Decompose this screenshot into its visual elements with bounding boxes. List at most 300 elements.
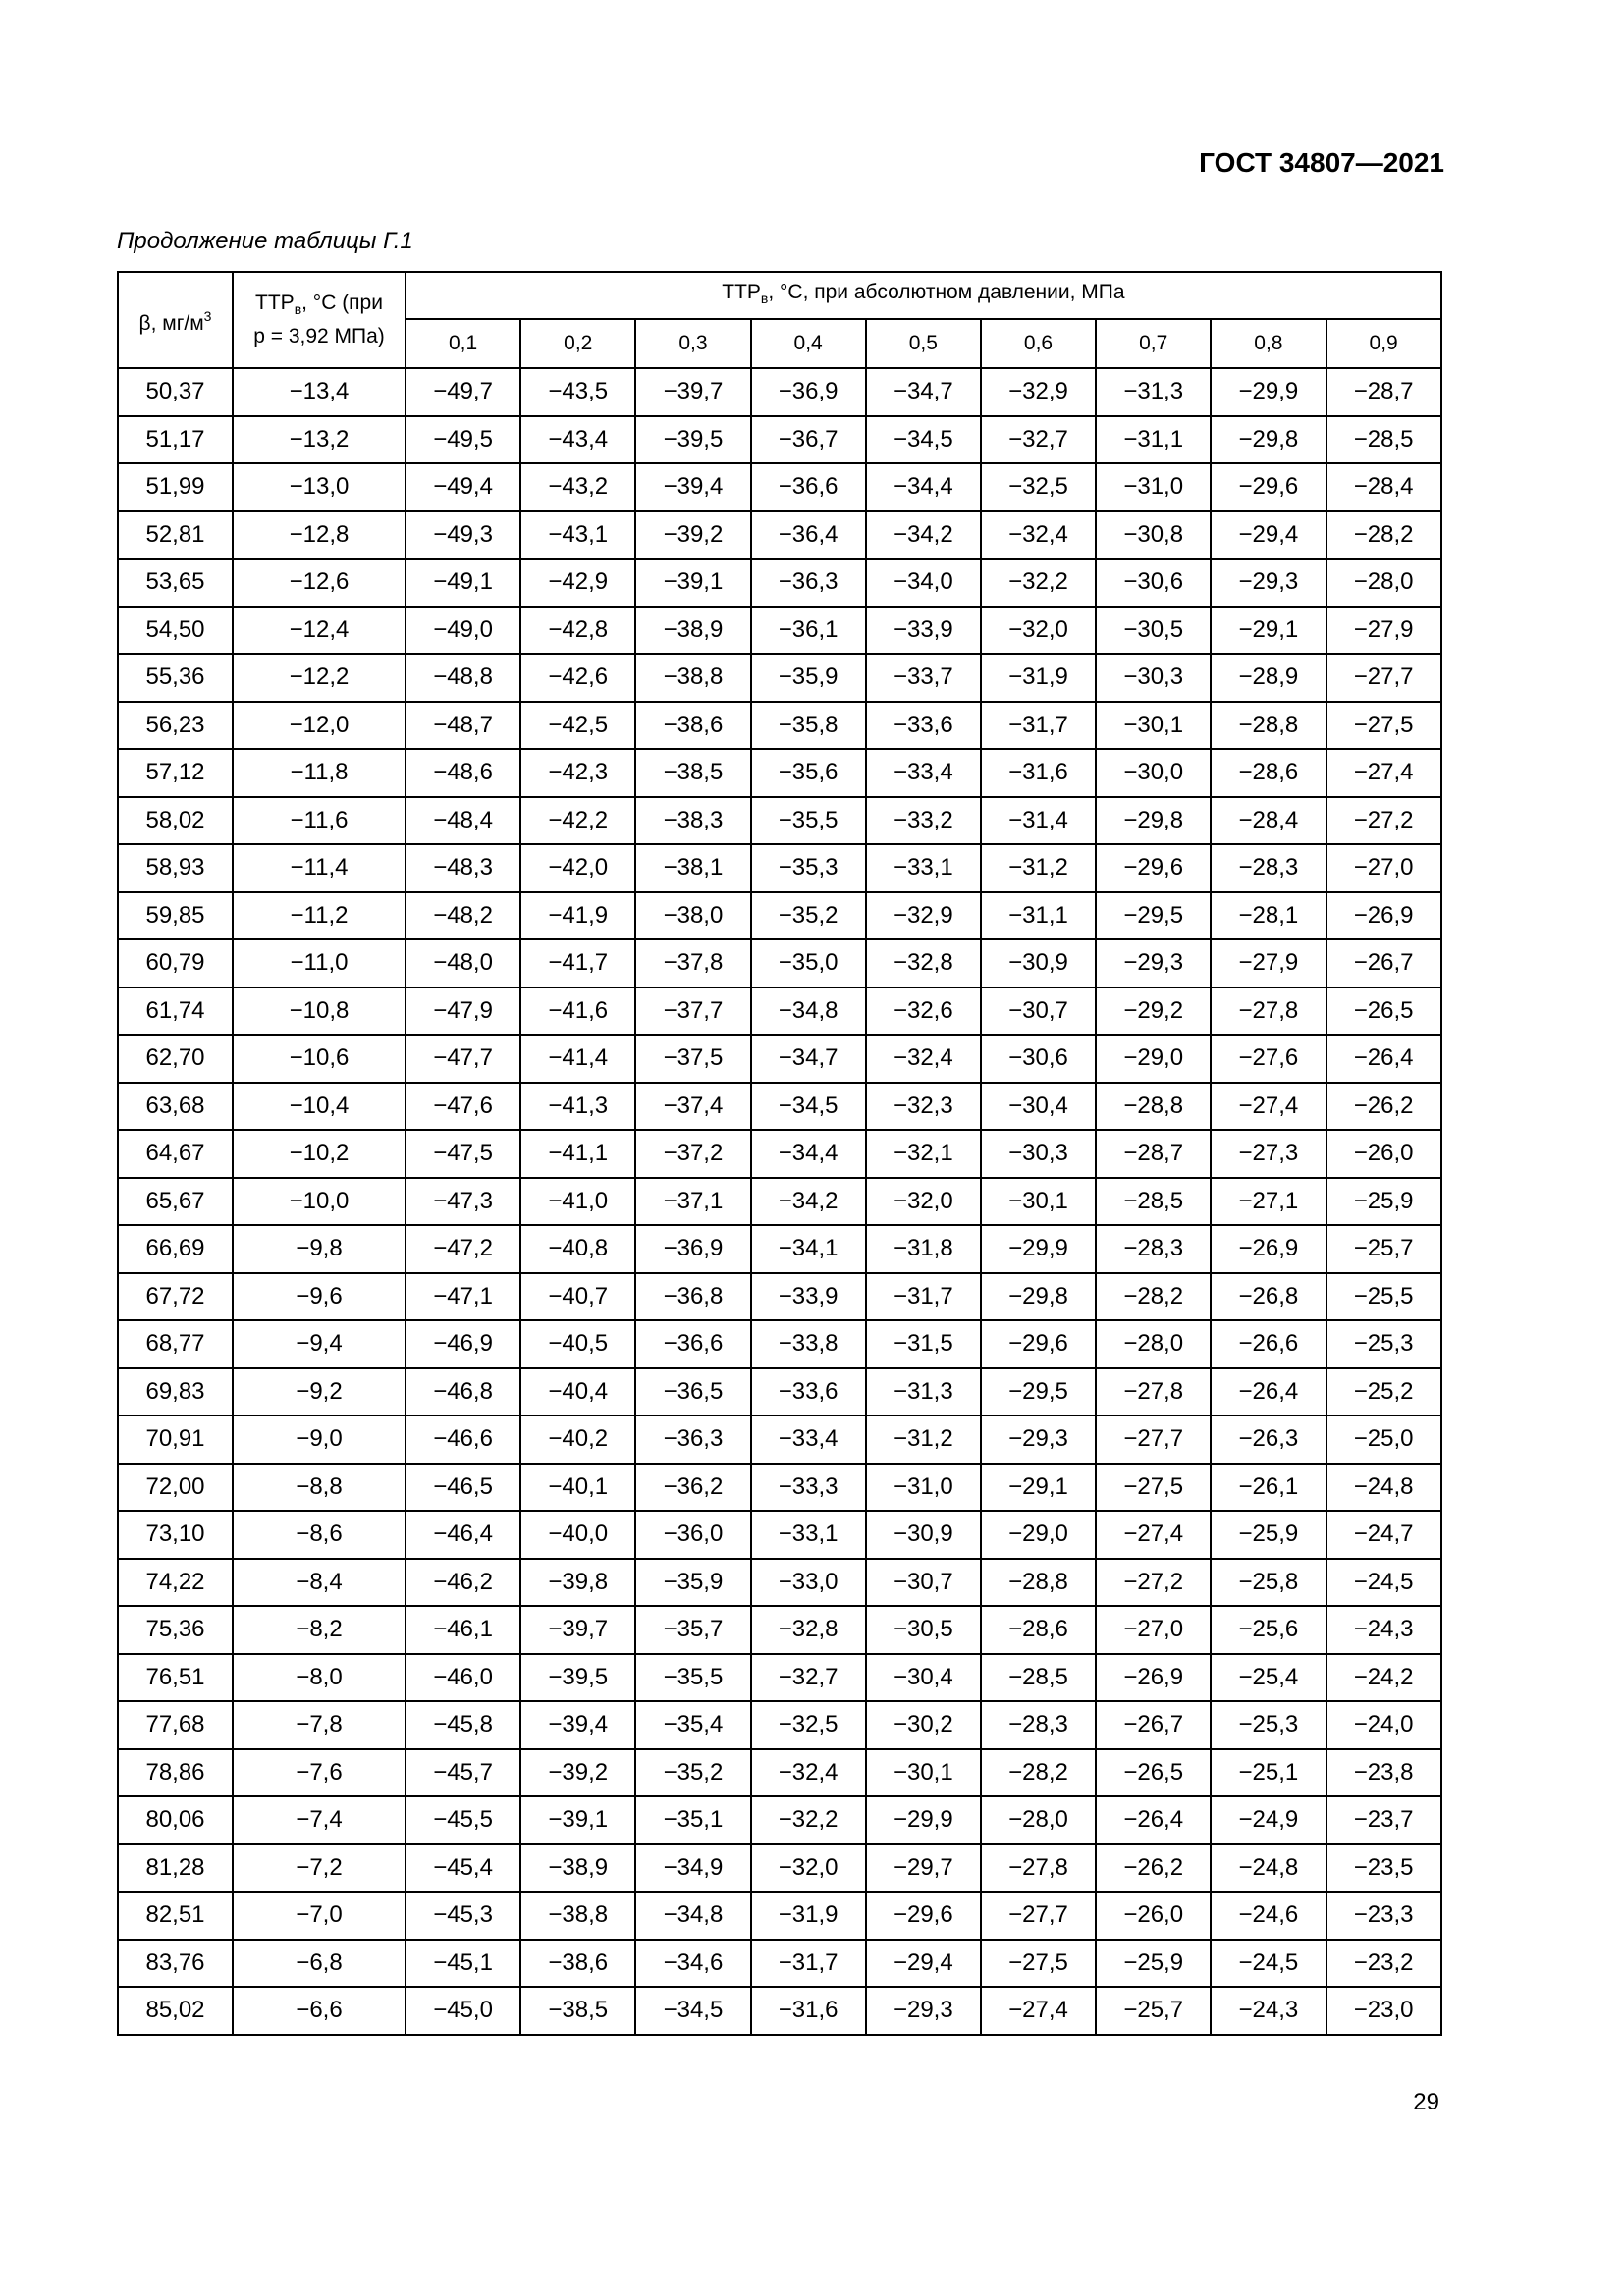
beta-cell: 55,36 — [118, 654, 233, 702]
ttr-cell: −27,8 — [1211, 988, 1326, 1036]
beta-cell: 64,67 — [118, 1130, 233, 1178]
ttr-cell: −48,6 — [406, 749, 520, 797]
ttr-cell: −29,9 — [1211, 368, 1326, 416]
ttr-cell: −23,3 — [1326, 1892, 1441, 1940]
ttr-cell: −43,4 — [520, 416, 635, 464]
ttr-cell: −46,1 — [406, 1606, 520, 1654]
ttr-cell: −40,2 — [520, 1415, 635, 1464]
ttr-cell: −36,9 — [635, 1225, 750, 1273]
ttr-cell: −24,9 — [1211, 1796, 1326, 1844]
ttr-cell: −25,1 — [1211, 1749, 1326, 1797]
ttr-cell: −33,1 — [866, 844, 981, 892]
ttr-cell: −31,6 — [751, 1987, 866, 2035]
ttr-cell: −26,7 — [1326, 939, 1441, 988]
pressure-header: 0,1 — [406, 319, 520, 368]
ttr-cell: −37,5 — [635, 1035, 750, 1083]
beta-cell: 60,79 — [118, 939, 233, 988]
ttr-cell: −48,4 — [406, 797, 520, 845]
ttr-cell: −36,1 — [751, 607, 866, 655]
ttr-392-cell: −8,8 — [233, 1464, 406, 1512]
pressure-header: 0,4 — [751, 319, 866, 368]
ttr-cell: −39,5 — [635, 416, 750, 464]
pressure-header: 0,3 — [635, 319, 750, 368]
header-ttr-sub: в — [294, 301, 302, 317]
ttr-392-cell: −12,4 — [233, 607, 406, 655]
ttr-392-cell: −9,0 — [233, 1415, 406, 1464]
ttr-cell: −29,6 — [1211, 463, 1326, 511]
table-row — [118, 1083, 1441, 1131]
ttr-cell: −36,6 — [751, 463, 866, 511]
ttr-392-cell: −13,2 — [233, 416, 406, 464]
header-ttr-rest: , °С (при — [301, 292, 383, 314]
ttr-cell: −43,1 — [520, 511, 635, 560]
ttr-cell: −28,2 — [1326, 511, 1441, 560]
pressure-header: 0,8 — [1211, 319, 1326, 368]
beta-cell: 78,86 — [118, 1749, 233, 1797]
ttr-cell: −31,0 — [866, 1464, 981, 1512]
beta-cell: 85,02 — [118, 1987, 233, 2035]
ttr-cell: −32,4 — [866, 1035, 981, 1083]
ttr-cell: −32,7 — [751, 1654, 866, 1702]
ttr-cell: −32,3 — [866, 1083, 981, 1131]
table-row — [118, 1415, 1441, 1464]
ttr-cell: −34,8 — [751, 988, 866, 1036]
ttr-cell: −23,5 — [1326, 1844, 1441, 1893]
ttr-cell: −27,4 — [1096, 1511, 1211, 1559]
ttr-cell: −34,7 — [751, 1035, 866, 1083]
beta-cell: 74,22 — [118, 1559, 233, 1607]
ttr-cell: −39,7 — [520, 1606, 635, 1654]
ttr-cell: −37,2 — [635, 1130, 750, 1178]
ttr-cell: −36,6 — [635, 1320, 750, 1368]
ttr-cell: −29,0 — [1096, 1035, 1211, 1083]
ttr-392-cell: −10,4 — [233, 1083, 406, 1131]
ttr-cell: −32,9 — [981, 368, 1096, 416]
pressure-header: 0,6 — [981, 319, 1096, 368]
ttr-cell: −26,5 — [1096, 1749, 1211, 1797]
ttr-cell: −42,2 — [520, 797, 635, 845]
ttr-cell: −33,6 — [866, 702, 981, 750]
ttr-cell: −28,4 — [1211, 797, 1326, 845]
ttr-cell: −32,4 — [751, 1749, 866, 1797]
beta-cell: 61,74 — [118, 988, 233, 1036]
ttr-cell: −35,9 — [751, 654, 866, 702]
ttr-cell: −29,3 — [1096, 939, 1211, 988]
ttr-cell: −30,1 — [1096, 702, 1211, 750]
beta-cell: 63,68 — [118, 1083, 233, 1131]
ttr-cell: −32,2 — [751, 1796, 866, 1844]
ttr-cell: −24,3 — [1211, 1987, 1326, 2035]
ttr-cell: −25,3 — [1326, 1320, 1441, 1368]
ttr-cell: −38,6 — [520, 1940, 635, 1988]
ttr-cell: −28,8 — [1096, 1083, 1211, 1131]
ttr-cell: −42,8 — [520, 607, 635, 655]
ttr-392-cell: −7,8 — [233, 1701, 406, 1749]
ttr-cell: −37,7 — [635, 988, 750, 1036]
ttr-cell: −35,2 — [635, 1749, 750, 1797]
ttr-cell: −40,8 — [520, 1225, 635, 1273]
ttr-cell: −32,8 — [866, 939, 981, 988]
table-row — [118, 1749, 1441, 1797]
ttr-cell: −39,1 — [635, 559, 750, 607]
ttr-cell: −37,1 — [635, 1178, 750, 1226]
header-beta — [118, 272, 233, 368]
ttr-cell: −34,4 — [866, 463, 981, 511]
table-row — [118, 1701, 1441, 1749]
beta-cell: 76,51 — [118, 1654, 233, 1702]
ttr-cell: −29,3 — [866, 1987, 981, 2035]
table-row — [118, 1273, 1441, 1321]
ttr-cell: −27,9 — [1211, 939, 1326, 988]
ttr-cell: −34,5 — [635, 1987, 750, 2035]
ttr-cell: −28,5 — [981, 1654, 1096, 1702]
ttr-cell: −39,8 — [520, 1559, 635, 1607]
ttr-392-cell: −6,8 — [233, 1940, 406, 1988]
ttr-cell: −32,0 — [751, 1844, 866, 1893]
ttr-cell: −35,4 — [635, 1701, 750, 1749]
ttr-cell: −27,4 — [1326, 749, 1441, 797]
ttr-392-cell: −9,8 — [233, 1225, 406, 1273]
ttr-cell: −26,4 — [1326, 1035, 1441, 1083]
ttr-cell: −27,5 — [1096, 1464, 1211, 1512]
ttr-cell: −35,5 — [635, 1654, 750, 1702]
ttr-cell: −29,2 — [1096, 988, 1211, 1036]
table-row — [118, 1844, 1441, 1893]
ttr-392-cell: −8,6 — [233, 1511, 406, 1559]
ttr-cell: −45,7 — [406, 1749, 520, 1797]
table-row — [118, 1225, 1441, 1273]
ttr-cell: −41,3 — [520, 1083, 635, 1131]
ttr-cell: −27,2 — [1096, 1559, 1211, 1607]
ttr-cell: −27,5 — [1326, 702, 1441, 750]
ttr-cell: −42,9 — [520, 559, 635, 607]
beta-cell: 81,28 — [118, 1844, 233, 1893]
ttr-cell: −30,5 — [1096, 607, 1211, 655]
ttr-cell: −34,8 — [635, 1892, 750, 1940]
ttr-cell: −27,7 — [1326, 654, 1441, 702]
ttr-392-cell: −13,4 — [233, 368, 406, 416]
ttr-cell: −33,1 — [751, 1511, 866, 1559]
ttr-392-cell: −8,4 — [233, 1559, 406, 1607]
ttr-cell: −39,1 — [520, 1796, 635, 1844]
ttr-cell: −47,7 — [406, 1035, 520, 1083]
table-row — [118, 1987, 1441, 2035]
beta-cell: 65,67 — [118, 1178, 233, 1226]
ttr-cell: −33,3 — [751, 1464, 866, 1512]
beta-cell: 72,00 — [118, 1464, 233, 1512]
beta-cell: 82,51 — [118, 1892, 233, 1940]
table-row — [118, 1320, 1441, 1368]
ttr-cell: −24,8 — [1211, 1844, 1326, 1893]
ttr-cell: −27,7 — [981, 1892, 1096, 1940]
ttr-392-cell: −13,0 — [233, 463, 406, 511]
ttr-cell: −27,6 — [1211, 1035, 1326, 1083]
ttr-392-cell: −11,8 — [233, 749, 406, 797]
ttr-cell: −25,2 — [1326, 1368, 1441, 1416]
ttr-cell: −30,7 — [981, 988, 1096, 1036]
group-rest: , °С, при абсолютном давлении, МПа — [768, 281, 1125, 303]
ttr-cell: −32,6 — [866, 988, 981, 1036]
table-row — [118, 416, 1441, 464]
table-row — [118, 607, 1441, 655]
ttr-cell: −33,0 — [751, 1559, 866, 1607]
ttr-cell: −26,0 — [1326, 1130, 1441, 1178]
pressure-header: 0,7 — [1096, 319, 1211, 368]
ttr-cell: −29,9 — [981, 1225, 1096, 1273]
beta-cell: 67,72 — [118, 1273, 233, 1321]
ttr-392-cell: −11,4 — [233, 844, 406, 892]
ttr-cell: −36,3 — [751, 559, 866, 607]
ttr-cell: −38,5 — [635, 749, 750, 797]
table-row — [118, 1606, 1441, 1654]
ttr-cell: −28,8 — [1211, 702, 1326, 750]
ttr-cell: −29,1 — [1211, 607, 1326, 655]
ttr-cell: −31,9 — [751, 1892, 866, 1940]
ttr-cell: −35,7 — [635, 1606, 750, 1654]
ttr-cell: −48,3 — [406, 844, 520, 892]
ttr-cell: −31,1 — [1096, 416, 1211, 464]
table-row — [118, 892, 1441, 940]
ttr-cell: −24,5 — [1326, 1559, 1441, 1607]
ttr-cell: −29,6 — [981, 1320, 1096, 1368]
beta-cell: 51,99 — [118, 463, 233, 511]
ttr-cell: −24,3 — [1326, 1606, 1441, 1654]
ttr-cell: −34,4 — [751, 1130, 866, 1178]
table-row — [118, 463, 1441, 511]
ttr-392-cell: −11,6 — [233, 797, 406, 845]
beta-cell: 57,12 — [118, 749, 233, 797]
ttr-cell: −29,8 — [1211, 416, 1326, 464]
ttr-cell: −46,6 — [406, 1415, 520, 1464]
ttr-cell: −33,7 — [866, 654, 981, 702]
ttr-cell: −38,9 — [520, 1844, 635, 1893]
ttr-cell: −35,8 — [751, 702, 866, 750]
ttr-cell: −31,0 — [1096, 463, 1211, 511]
ttr-cell: −25,7 — [1326, 1225, 1441, 1273]
header-beta-sup: 3 — [203, 308, 212, 324]
ttr-cell: −49,0 — [406, 607, 520, 655]
group-sub: в — [760, 291, 769, 306]
table-row — [118, 1464, 1441, 1512]
ttr-cell: −28,8 — [981, 1559, 1096, 1607]
ttr-cell: −28,7 — [1326, 368, 1441, 416]
table-body — [118, 368, 1441, 2035]
ttr-cell: −26,4 — [1096, 1796, 1211, 1844]
ttr-cell: −29,5 — [1096, 892, 1211, 940]
ttr-cell: −49,1 — [406, 559, 520, 607]
ttr-392-cell: −11,0 — [233, 939, 406, 988]
ttr-cell: −38,8 — [520, 1892, 635, 1940]
beta-cell: 69,83 — [118, 1368, 233, 1416]
beta-cell: 80,06 — [118, 1796, 233, 1844]
ttr-cell: −25,9 — [1211, 1511, 1326, 1559]
ttr-cell: −42,5 — [520, 702, 635, 750]
ttr-392-cell: −7,0 — [233, 1892, 406, 1940]
ttr-cell: −27,4 — [1211, 1083, 1326, 1131]
ttr-cell: −26,4 — [1211, 1368, 1326, 1416]
ttr-cell: −31,7 — [981, 702, 1096, 750]
ttr-cell: −29,4 — [866, 1940, 981, 1988]
ttr-cell: −30,1 — [981, 1178, 1096, 1226]
ttr-cell: −46,2 — [406, 1559, 520, 1607]
table-caption: Продолжение таблицы Г.1 — [117, 228, 413, 254]
ttr-cell: −47,3 — [406, 1178, 520, 1226]
table-row — [118, 368, 1441, 416]
ttr-cell: −26,2 — [1096, 1844, 1211, 1893]
ttr-cell: −29,3 — [1211, 559, 1326, 607]
ttr-cell: −49,5 — [406, 416, 520, 464]
ttr-cell: −30,1 — [866, 1749, 981, 1797]
ttr-cell: −32,5 — [751, 1701, 866, 1749]
ttr-cell: −28,3 — [1211, 844, 1326, 892]
ttr-cell: −34,5 — [866, 416, 981, 464]
ttr-cell: −34,9 — [635, 1844, 750, 1893]
ttr-cell: −25,9 — [1326, 1178, 1441, 1226]
ttr-cell: −26,7 — [1096, 1701, 1211, 1749]
table-row — [118, 797, 1441, 845]
ttr-cell: −32,0 — [866, 1178, 981, 1226]
header-ttr-prefix: ТТР — [255, 292, 295, 314]
table-row — [118, 749, 1441, 797]
beta-cell: 68,77 — [118, 1320, 233, 1368]
ttr-cell: −31,7 — [866, 1273, 981, 1321]
ttr-392-cell: −8,0 — [233, 1654, 406, 1702]
ttr-cell: −41,1 — [520, 1130, 635, 1178]
ttr-cell: −45,5 — [406, 1796, 520, 1844]
header-beta-symbol: β, мг/м — [138, 312, 204, 335]
ttr-392-cell: −10,0 — [233, 1178, 406, 1226]
beta-cell: 62,70 — [118, 1035, 233, 1083]
ttr-cell: −26,3 — [1211, 1415, 1326, 1464]
ttr-cell: −30,9 — [866, 1511, 981, 1559]
ttr-cell: −24,6 — [1211, 1892, 1326, 1940]
table-row — [118, 559, 1441, 607]
ttr-cell: −29,1 — [981, 1464, 1096, 1512]
ttr-cell: −31,8 — [866, 1225, 981, 1273]
ttr-cell: −47,2 — [406, 1225, 520, 1273]
ttr-cell: −28,3 — [1096, 1225, 1211, 1273]
ttr-cell: −28,3 — [981, 1701, 1096, 1749]
ttr-cell: −49,4 — [406, 463, 520, 511]
ttr-cell: −26,2 — [1326, 1083, 1441, 1131]
beta-cell: 56,23 — [118, 702, 233, 750]
ttr-cell: −46,5 — [406, 1464, 520, 1512]
ttr-cell: −41,0 — [520, 1178, 635, 1226]
ttr-cell: −29,8 — [981, 1273, 1096, 1321]
ttr-cell: −30,6 — [981, 1035, 1096, 1083]
ttr-cell: −33,4 — [751, 1415, 866, 1464]
ttr-cell: −25,4 — [1211, 1654, 1326, 1702]
ttr-cell: −40,1 — [520, 1464, 635, 1512]
ttr-cell: −31,3 — [1096, 368, 1211, 416]
pressure-header: 0,9 — [1326, 319, 1441, 368]
header-ttr-392 — [233, 272, 406, 368]
ttr-cell: −42,6 — [520, 654, 635, 702]
ttr-cell: −45,3 — [406, 1892, 520, 1940]
header-ttr-line2: p = 3,92 МПа) — [253, 325, 385, 347]
ttr-cell: −27,7 — [1096, 1415, 1211, 1464]
table-row — [118, 939, 1441, 988]
ttr-cell: −29,9 — [866, 1796, 981, 1844]
ttr-cell: −42,0 — [520, 844, 635, 892]
ttr-cell: −38,0 — [635, 892, 750, 940]
beta-cell: 53,65 — [118, 559, 233, 607]
ttr-cell: −48,0 — [406, 939, 520, 988]
ttr-cell: −23,8 — [1326, 1749, 1441, 1797]
ttr-cell: −30,4 — [866, 1654, 981, 1702]
ttr-cell: −43,2 — [520, 463, 635, 511]
ttr-cell: −36,9 — [751, 368, 866, 416]
table-row — [118, 1796, 1441, 1844]
table-row — [118, 1511, 1441, 1559]
table-row — [118, 1654, 1441, 1702]
ttr-cell: −43,5 — [520, 368, 635, 416]
ttr-cell: −39,5 — [520, 1654, 635, 1702]
ttr-cell: −28,2 — [1096, 1273, 1211, 1321]
ttr-cell: −28,0 — [981, 1796, 1096, 1844]
ttr-cell: −28,0 — [1096, 1320, 1211, 1368]
table-row — [118, 1940, 1441, 1988]
ttr-cell: −45,8 — [406, 1701, 520, 1749]
ttr-cell: −35,3 — [751, 844, 866, 892]
ttr-cell: −35,0 — [751, 939, 866, 988]
ttr-cell: −47,1 — [406, 1273, 520, 1321]
ttr-cell: −29,7 — [866, 1844, 981, 1893]
beta-cell: 50,37 — [118, 368, 233, 416]
ttr-cell: −35,5 — [751, 797, 866, 845]
ttr-cell: −48,7 — [406, 702, 520, 750]
ttr-cell: −36,2 — [635, 1464, 750, 1512]
beta-cell: 75,36 — [118, 1606, 233, 1654]
ttr-cell: −32,7 — [981, 416, 1096, 464]
ttr-cell: −38,8 — [635, 654, 750, 702]
ttr-cell: −34,0 — [866, 559, 981, 607]
ttr-cell: −39,2 — [635, 511, 750, 560]
page-number: 29 — [1413, 2089, 1439, 2115]
ttr-392-cell: −12,8 — [233, 511, 406, 560]
beta-cell: 70,91 — [118, 1415, 233, 1464]
ttr-cell: −26,9 — [1211, 1225, 1326, 1273]
ttr-cell: −24,8 — [1326, 1464, 1441, 1512]
ttr-cell: −26,6 — [1211, 1320, 1326, 1368]
ttr-cell: −39,4 — [520, 1701, 635, 1749]
ttr-cell: −29,8 — [1096, 797, 1211, 845]
ttr-cell: −27,5 — [981, 1940, 1096, 1988]
ttr-cell: −23,7 — [1326, 1796, 1441, 1844]
ttr-392-cell: −7,6 — [233, 1749, 406, 1797]
table-row — [118, 1178, 1441, 1226]
ttr-392-cell: −6,6 — [233, 1987, 406, 2035]
ttr-cell: −35,6 — [751, 749, 866, 797]
ttr-cell: −48,8 — [406, 654, 520, 702]
ttr-cell: −32,8 — [751, 1606, 866, 1654]
ttr-cell: −30,6 — [1096, 559, 1211, 607]
header-row-1 — [118, 272, 1441, 319]
ttr-cell: −34,6 — [635, 1940, 750, 1988]
ttr-cell: −28,7 — [1096, 1130, 1211, 1178]
ttr-cell: −30,8 — [1096, 511, 1211, 560]
ttr-cell: −28,6 — [981, 1606, 1096, 1654]
ttr-cell: −28,2 — [981, 1749, 1096, 1797]
ttr-cell: −25,6 — [1211, 1606, 1326, 1654]
ttr-cell: −41,4 — [520, 1035, 635, 1083]
ttr-cell: −36,8 — [635, 1273, 750, 1321]
beta-cell: 77,68 — [118, 1701, 233, 1749]
ttr-cell: −38,3 — [635, 797, 750, 845]
ttr-cell: −27,0 — [1326, 844, 1441, 892]
ttr-cell: −33,9 — [751, 1273, 866, 1321]
ttr-cell: −35,1 — [635, 1796, 750, 1844]
